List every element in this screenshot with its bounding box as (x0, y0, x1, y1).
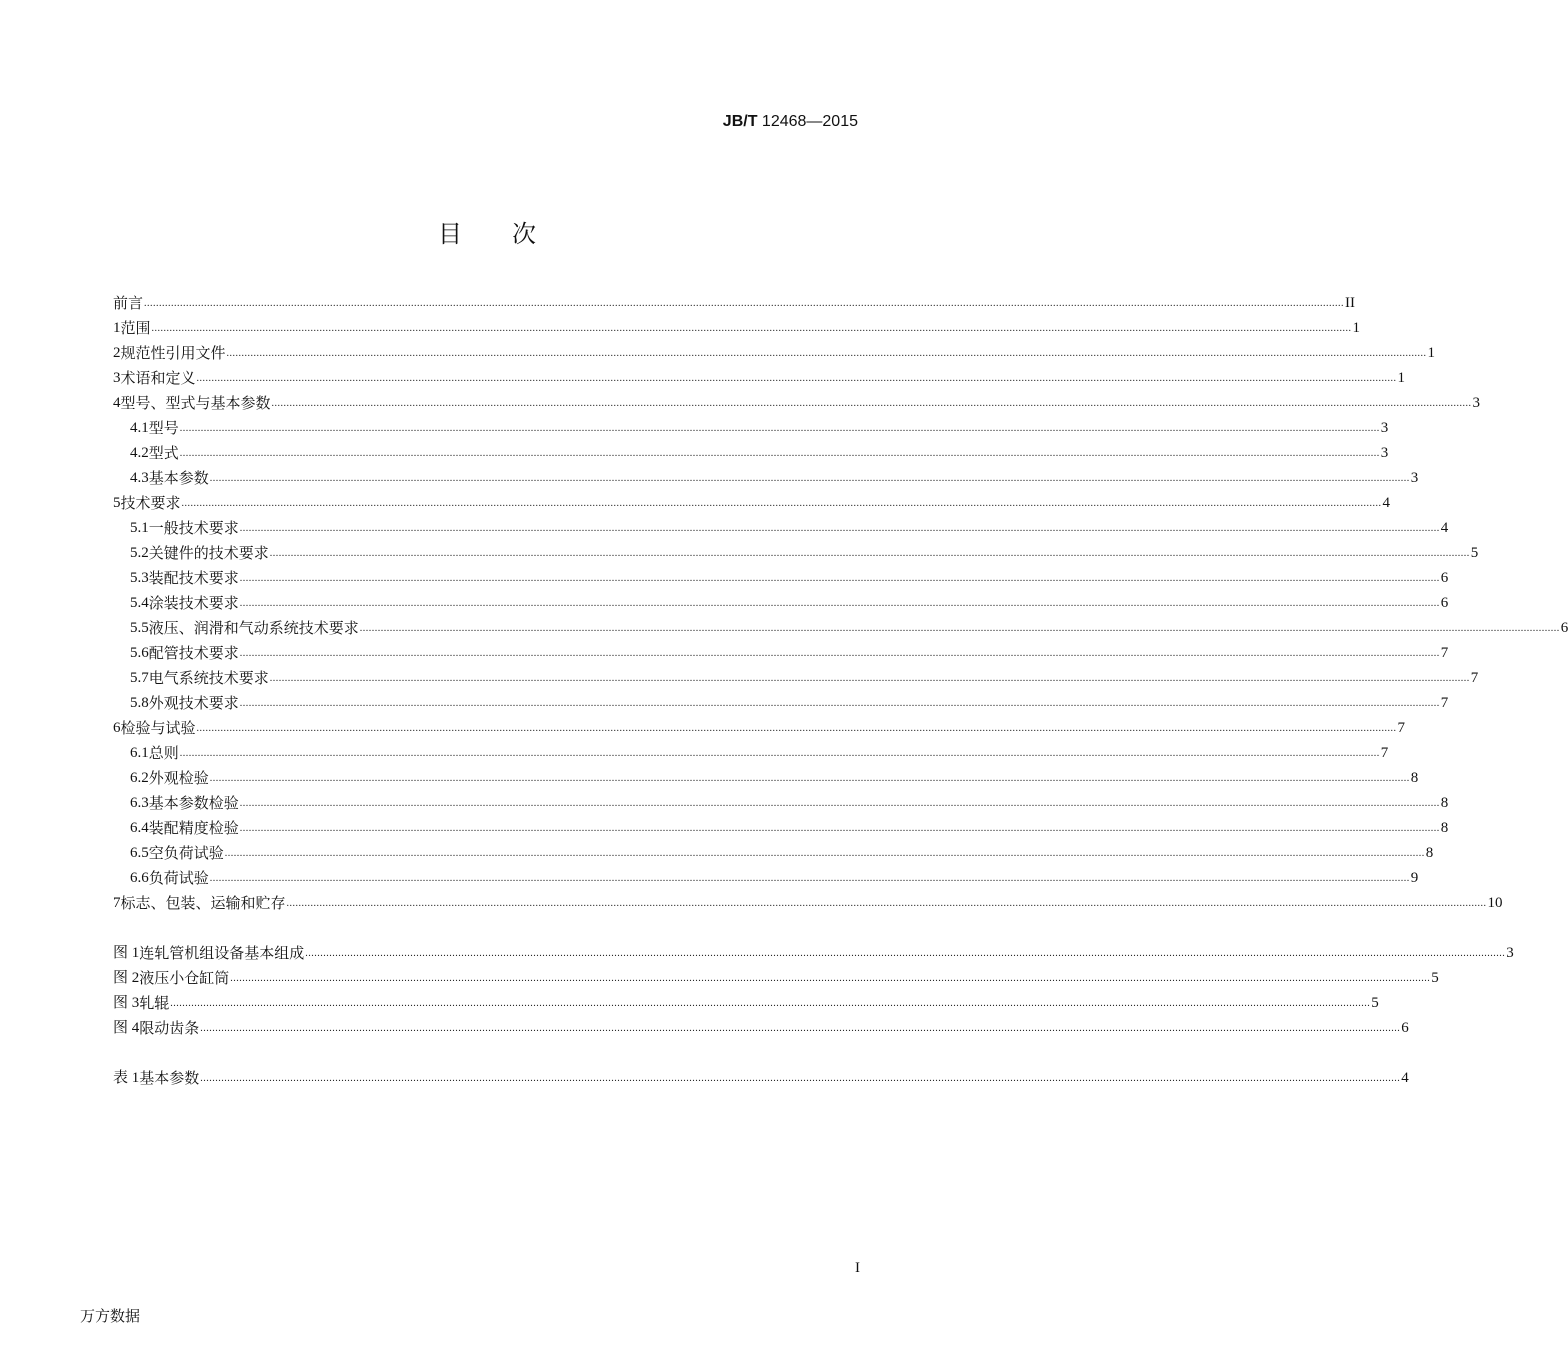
toc-entry[interactable] (113, 341, 1436, 366)
dot-leader: ................................................................................................................................................................................................................................................................................................................................................................................................................ (196, 373, 1397, 384)
entry-number: 表 1 (113, 1070, 140, 1086)
spacer (113, 1041, 859, 1066)
dot-leader: ................................................................................................................................................................................................................................................................................................................................................................................................................ (239, 523, 1440, 534)
entry-number: 2 (113, 345, 121, 361)
dot-leader: ................................................................................................................................................................................................................................................................................................................................................................................................................ (181, 498, 1382, 509)
entry-page: 4 (1401, 1070, 1409, 1086)
dot-leader: ................................................................................................................................................................................................................................................................................................................................................................................................................ (359, 623, 1560, 634)
dot-leader: ................................................................................................................................................................................................................................................................................................................................................................................................................ (239, 648, 1440, 659)
entry-label: 术语和定义 (120, 369, 196, 387)
entry-page: 3 (1410, 470, 1419, 486)
entry-number: 6.6 (130, 870, 149, 886)
entry-label: 涂装技术要求 (148, 594, 239, 612)
entry-label: 连轧管机组设备基本组成 (139, 944, 305, 962)
entry-page: II (1345, 295, 1356, 311)
dot-leader: ................................................................................................................................................................................................................................................................................................................................................................................................................ (239, 698, 1440, 709)
entry-label: 检验与试验 (120, 719, 196, 737)
page-number: I (855, 1260, 860, 1276)
entry-number: 5.8 (130, 695, 149, 711)
toc-entry[interactable] (113, 516, 1449, 541)
entry-label: 液压、润滑和气动系统技术要求 (148, 619, 359, 637)
entry-page: 10 (1487, 895, 1503, 911)
dot-leader: ................................................................................................................................................................................................................................................................................................................................................................................................................ (209, 473, 1410, 484)
dot-leader: ................................................................................................................................................................................................................................................................................................................................................................................................................ (305, 948, 1506, 959)
entry-page: 3 (1380, 445, 1389, 461)
entry-page: 1 (1397, 370, 1406, 386)
toc-entry[interactable] (113, 991, 1379, 1016)
entry-page: 6 (1560, 620, 1568, 636)
entry-number: 图 1 (113, 945, 140, 961)
dot-leader: ................................................................................................................................................................................................................................................................................................................................................................................................................ (151, 323, 1352, 334)
entry-label: 型号、型式与基本参数 (120, 394, 271, 412)
entry-label: 液压小仓缸筒 (139, 969, 230, 987)
dot-leader: ................................................................................................................................................................................................................................................................................................................................................................................................................ (179, 448, 1380, 459)
entry-label: 负荷试验 (148, 869, 209, 887)
toc-entry[interactable] (113, 891, 1503, 916)
toc-entry[interactable] (113, 366, 1406, 391)
entry-number: 6 (113, 720, 121, 736)
toc-entry[interactable] (113, 441, 1389, 466)
entry-label: 电气系统技术要求 (148, 669, 269, 687)
toc-entry[interactable] (113, 491, 1391, 516)
entry-page: 3 (1472, 395, 1481, 411)
entry-number: 图 2 (113, 970, 140, 986)
dot-leader: ................................................................................................................................................................................................................................................................................................................................................................................................................ (144, 298, 1345, 309)
entry-page: 6 (1401, 1020, 1409, 1036)
entry-number: 5.7 (130, 670, 149, 686)
dot-leader: ................................................................................................................................................................................................................................................................................................................................................................................................................ (209, 873, 1410, 884)
toc-entry[interactable] (113, 666, 1479, 691)
dot-leader: ................................................................................................................................................................................................................................................................................................................................................................................................................ (200, 1023, 1401, 1034)
toc-entry[interactable] (113, 716, 1406, 741)
entry-number: 7 (113, 895, 121, 911)
entry-label: 范围 (120, 319, 151, 337)
toc-entry[interactable] (113, 791, 1449, 816)
toc-entry[interactable] (113, 841, 1434, 866)
toc-entry[interactable] (113, 1016, 1409, 1041)
toc-entry[interactable] (113, 616, 1568, 641)
entry-label: 前言 (113, 294, 144, 312)
page-title (0, 214, 976, 249)
entry-page: 7 (1440, 645, 1449, 661)
entry-page: 8 (1410, 770, 1419, 786)
entry-label: 基本参数检验 (148, 794, 239, 812)
dot-leader: ................................................................................................................................................................................................................................................................................................................................................................................................................ (269, 548, 1470, 559)
entry-number: 4.3 (130, 470, 149, 486)
dot-leader: ................................................................................................................................................................................................................................................................................................................................................................................................................ (239, 798, 1440, 809)
entry-number: 5 (113, 495, 121, 511)
entry-label: 基本参数 (148, 469, 209, 487)
toc-entry[interactable] (113, 866, 1419, 891)
toc-entry[interactable] (113, 416, 1389, 441)
entry-page: 5 (1470, 545, 1479, 561)
dot-leader: ................................................................................................................................................................................................................................................................................................................................................................................................................ (200, 1073, 1401, 1084)
dot-leader: ................................................................................................................................................................................................................................................................................................................................................................................................................ (286, 898, 1487, 909)
entry-page: 8 (1425, 845, 1434, 861)
entry-label: 型号 (148, 419, 179, 437)
entry-page: 6 (1440, 570, 1449, 586)
toc-entry[interactable] (113, 291, 1356, 316)
entry-label: 配管技术要求 (148, 644, 239, 662)
standard-number (723, 113, 858, 131)
entry-number: 6.5 (130, 845, 149, 861)
entry-number: 5.6 (130, 645, 149, 661)
dot-leader: ................................................................................................................................................................................................................................................................................................................................................................................................................ (209, 773, 1410, 784)
entry-label: 标志、包装、运输和贮存 (120, 894, 286, 912)
entry-page: 8 (1440, 795, 1449, 811)
toc-entry[interactable] (113, 566, 1449, 591)
entry-page: 5 (1431, 970, 1439, 986)
dot-leader: ................................................................................................................................................................................................................................................................................................................................................................................................................ (239, 573, 1440, 584)
toc-entry[interactable] (113, 641, 1449, 666)
entry-label: 装配技术要求 (148, 569, 239, 587)
toc-entry[interactable] (113, 816, 1449, 841)
entry-number: 图 3 (113, 995, 140, 1011)
dot-leader: ................................................................................................................................................................................................................................................................................................................................................................................................................ (230, 973, 1431, 984)
entry-number: 6.1 (130, 745, 149, 761)
entry-page: 1 (1427, 345, 1436, 361)
toc-entry[interactable] (113, 1066, 1409, 1091)
entry-page: 3 (1380, 420, 1389, 436)
entry-label: 一般技术要求 (148, 519, 239, 537)
spacer (113, 916, 859, 941)
entry-label: 轧辊 (139, 994, 170, 1012)
entry-number: 5.5 (130, 620, 149, 636)
toc-entry[interactable] (113, 966, 1439, 991)
entry-number: 4 (113, 395, 121, 411)
entry-page: 7 (1470, 670, 1479, 686)
title-char-2: 次 (512, 220, 538, 248)
toc-entry[interactable] (113, 541, 1479, 566)
entry-label: 规范性引用文件 (120, 344, 226, 362)
entry-number: 5.1 (130, 520, 149, 536)
toc-entry[interactable] (113, 591, 1449, 616)
entry-number: 3 (113, 370, 121, 386)
entry-label: 总则 (148, 744, 179, 762)
toc-entry[interactable] (113, 316, 1361, 341)
dot-leader: ................................................................................................................................................................................................................................................................................................................................................................................................................ (239, 598, 1440, 609)
entry-label: 空负荷试验 (148, 844, 224, 862)
entry-page: 3 (1506, 945, 1514, 961)
dot-leader: ................................................................................................................................................................................................................................................................................................................................................................................................................ (271, 398, 1472, 409)
entry-label: 限动齿条 (139, 1019, 200, 1037)
entry-label: 型式 (148, 444, 179, 462)
dot-leader: ................................................................................................................................................................................................................................................................................................................................................................................................................ (239, 823, 1440, 834)
entry-label: 技术要求 (120, 494, 181, 512)
dot-leader: ................................................................................................................................................................................................................................................................................................................................................................................................................ (269, 673, 1470, 684)
entry-number: 1 (113, 320, 121, 336)
entry-label: 基本参数 (139, 1069, 200, 1087)
entry-label: 外观检验 (148, 769, 209, 787)
entry-page: 4 (1440, 520, 1449, 536)
entry-number: 5.4 (130, 595, 149, 611)
watermark: 万方数据 (80, 1307, 141, 1325)
dot-leader: ................................................................................................................................................................................................................................................................................................................................................................................................................ (226, 348, 1427, 359)
entry-page: 5 (1371, 995, 1379, 1011)
entry-page: 7 (1440, 695, 1449, 711)
table-of-contents (113, 291, 1568, 1091)
dot-leader: ................................................................................................................................................................................................................................................................................................................................................................................................................ (224, 848, 1425, 859)
toc-entry[interactable] (113, 741, 1389, 766)
toc-entry[interactable] (113, 691, 1449, 716)
dot-leader: ................................................................................................................................................................................................................................................................................................................................................................................................................ (170, 998, 1371, 1009)
title-char-1: 目 (438, 220, 464, 248)
entry-number: 6.2 (130, 770, 149, 786)
entry-number: 6.4 (130, 820, 149, 836)
dot-leader: ................................................................................................................................................................................................................................................................................................................................................................................................................ (179, 748, 1380, 759)
entry-label: 外观技术要求 (148, 694, 239, 712)
entry-number: 4.1 (130, 420, 149, 436)
entry-number: 图 4 (113, 1020, 140, 1036)
dot-leader: ................................................................................................................................................................................................................................................................................................................................................................................................................ (196, 723, 1397, 734)
standard-code: 12468—2015 (757, 113, 858, 130)
dot-leader: ................................................................................................................................................................................................................................................................................................................................................................................................................ (179, 423, 1380, 434)
entry-number: 4.2 (130, 445, 149, 461)
entry-page: 1 (1352, 320, 1361, 336)
entry-page: 7 (1397, 720, 1406, 736)
entry-label: 关键件的技术要求 (148, 544, 269, 562)
standard-prefix: JB/T (722, 113, 758, 130)
toc-entry[interactable] (113, 466, 1419, 491)
entry-page: 9 (1410, 870, 1419, 886)
toc-entry[interactable] (113, 941, 1514, 966)
toc-entry[interactable] (113, 391, 1481, 416)
entry-number: 5.3 (130, 570, 149, 586)
entry-label: 装配精度检验 (148, 819, 239, 837)
entry-page: 8 (1440, 820, 1449, 836)
entry-page: 6 (1440, 595, 1449, 611)
entry-page: 4 (1382, 495, 1391, 511)
entry-number: 5.2 (130, 545, 149, 561)
entry-number: 6.3 (130, 795, 149, 811)
toc-entry[interactable] (113, 766, 1419, 791)
entry-page: 7 (1380, 745, 1389, 761)
